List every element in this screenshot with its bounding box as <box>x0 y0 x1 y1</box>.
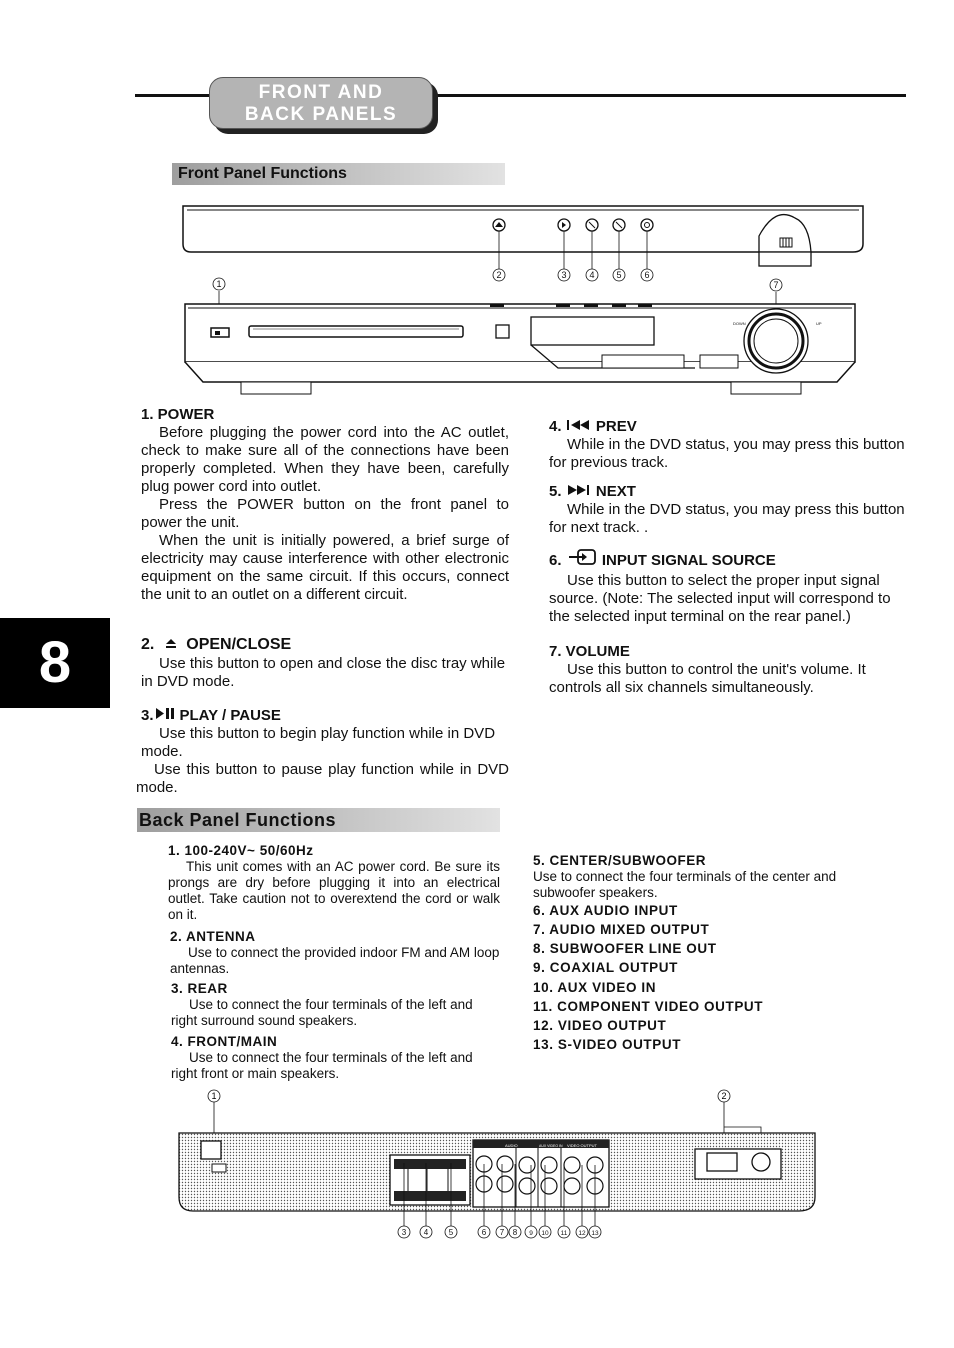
ac-heading: 1. 100-240V~ 50/60Hz <box>168 843 314 858</box>
rear-text: Use to connect the four terminals of the left and right surround sound speakers. <box>171 997 473 1028</box>
open-close-text: Use this button to open and close the disc tray while in DVD mode. <box>141 655 506 690</box>
page-title-line1: FRONT AND <box>258 82 384 103</box>
back-panel-section-title: Back Panel Functions <box>137 808 500 832</box>
back-callout-5: 5 <box>448 1228 454 1237</box>
front-callout-6: 6 <box>644 270 650 280</box>
rear-section <box>171 981 501 1029</box>
ac-section <box>168 843 500 923</box>
front-callout-2: 2 <box>496 270 502 280</box>
input-text: Use this button to select the proper input signal source. (Note: The selected input will correspond to the selected input terminal on the rear panel.) <box>549 572 891 625</box>
back-item-8: 8. SUBWOOFER LINE OUT <box>533 941 717 956</box>
front-main-heading: 4. FRONT/MAIN <box>171 1034 278 1049</box>
top-open-close-button <box>493 219 505 231</box>
back-callout-10: 10 <box>541 1230 549 1237</box>
front-main-text: Use to connect the four terminals of the left and right front or main speakers. <box>171 1050 473 1081</box>
front-panel-diagram <box>175 196 875 401</box>
back-callout-7: 7 <box>499 1228 505 1237</box>
back-callout-3: 3 <box>401 1228 407 1237</box>
page-number-tab: 8 <box>0 618 110 708</box>
input-num: 6. <box>549 552 562 569</box>
play-pause-icon <box>154 707 176 720</box>
power-section <box>141 406 509 604</box>
prev-text: While in the DVD status, you may press this button for previous track. <box>549 436 905 471</box>
back-item-12: 12. VIDEO OUTPUT <box>533 1018 667 1033</box>
prev-num: 4. <box>549 418 562 435</box>
top-input-button <box>641 219 653 231</box>
antenna-section <box>170 929 500 977</box>
knob-label-down: DOWN <box>733 321 746 326</box>
volume-section <box>549 643 914 697</box>
back-item-11: 11. COMPONENT VIDEO OUTPUT <box>533 999 764 1014</box>
prev-icon <box>566 419 592 431</box>
back-item-6: 6. AUX AUDIO INPUT <box>533 903 678 918</box>
disc-tray-drawing <box>249 326 463 337</box>
center-sub-section <box>533 853 858 901</box>
front-callout-1: 1 <box>216 279 222 289</box>
page-title <box>209 77 433 129</box>
volume-text: Use this button to control the unit's volume. It controls all six channels simultaneously. <box>549 661 866 696</box>
back-callout-8: 8 <box>512 1228 518 1237</box>
back-callout-13: 13 <box>591 1230 599 1237</box>
eject-icon <box>165 638 177 649</box>
next-heading: NEXT <box>595 483 636 500</box>
top-prev-button <box>586 219 598 231</box>
play-pause-heading: PLAY / PAUSE <box>179 707 281 724</box>
volume-heading: 7. VOLUME <box>549 643 630 660</box>
front-main-section <box>171 1034 501 1082</box>
audio-label: AUDIO <box>505 1143 518 1148</box>
input-heading: INPUT SIGNAL SOURCE <box>601 552 776 569</box>
back-item-13: 13. S-VIDEO OUTPUT <box>533 1037 682 1052</box>
input-section <box>549 549 915 626</box>
antenna-heading: 2. ANTENNA <box>170 929 256 944</box>
top-play-button <box>558 219 570 231</box>
knob-label-up: UP <box>816 321 822 326</box>
back-item-10: 10. AUX VIDEO IN <box>533 980 657 995</box>
play-pause-num: 3. <box>141 707 154 724</box>
front-panel-section-title: Front Panel Functions <box>172 163 505 185</box>
power-text-1: Before plugging the power cord into the AC outlet, check to make sure all of the connections have been properly completed. When they have been, carefully plug power cord into outlet. <box>141 424 509 495</box>
front-callout-3: 3 <box>561 270 567 280</box>
back-item-7: 7. AUDIO MIXED OUTPUT <box>533 922 710 937</box>
back-callout-12: 12 <box>578 1230 586 1237</box>
play-pause-section <box>136 707 509 797</box>
rear-heading: 3. REAR <box>171 981 228 996</box>
antenna-text: Use to connect the provided indoor FM and AM loop antennas. <box>170 945 500 976</box>
back-callout-1: 1 <box>211 1091 217 1101</box>
next-section <box>549 483 914 537</box>
prev-section <box>549 418 914 472</box>
display-window <box>531 317 654 345</box>
play-pause-text-2: Use this button to pause play function while in DVD mode. <box>136 761 509 796</box>
back-callout-9: 9 <box>529 1230 533 1237</box>
back-panel-diagram <box>175 1085 825 1245</box>
center-sub-text: Use to connect the four terminals of the center and subwoofer speakers. <box>533 869 837 900</box>
back-callout-4: 4 <box>423 1228 429 1237</box>
input-source-icon <box>568 549 596 565</box>
front-callout-7: 7 <box>773 280 779 290</box>
back-item-9: 9. COAXIAL OUTPUT <box>533 960 678 975</box>
open-close-heading: OPEN/CLOSE <box>186 636 292 653</box>
top-next-button <box>613 219 625 231</box>
next-num: 5. <box>549 483 562 500</box>
back-callout-11: 11 <box>560 1230 568 1237</box>
open-close-num: 2. <box>141 636 155 653</box>
front-callout-4: 4 <box>589 270 595 280</box>
front-callout-5: 5 <box>616 270 622 280</box>
back-callout-6: 6 <box>481 1228 487 1237</box>
play-pause-text-1: Use this button to begin play function while in DVD mode. <box>141 725 496 760</box>
prev-heading: PREV <box>595 418 637 435</box>
open-close-section <box>141 635 509 691</box>
back-callout-2: 2 <box>721 1091 727 1101</box>
ac-cord-drawing <box>201 1141 221 1159</box>
next-icon <box>566 484 592 496</box>
next-text: While in the DVD status, you may press this button for next track. . <box>549 501 905 536</box>
ac-text: This unit comes with an AC power cord. Be sure its prongs are dry before plugging it into an electrical outlet. Take caution not to overextend the cord or walk on it. <box>168 859 500 922</box>
power-heading: 1. POWER <box>141 406 215 423</box>
page-title-line2: BACK PANELS <box>244 104 398 125</box>
center-sub-heading: 5. CENTER/SUBWOOFER <box>533 853 707 868</box>
video-output-label: VIDEO OUTPUT <box>567 1143 598 1148</box>
power-text-3: When the unit is initially powered, a brief surge of electricity may cause interference with other electronic equipment on the same circuit. If this occurs, connect the unit to an outlet on a different circuit. <box>141 532 509 603</box>
power-text-2: Press the POWER button on the front panel to power the unit. <box>141 496 509 531</box>
aux-video-label: AUX VIDEO IN <box>539 1144 563 1148</box>
